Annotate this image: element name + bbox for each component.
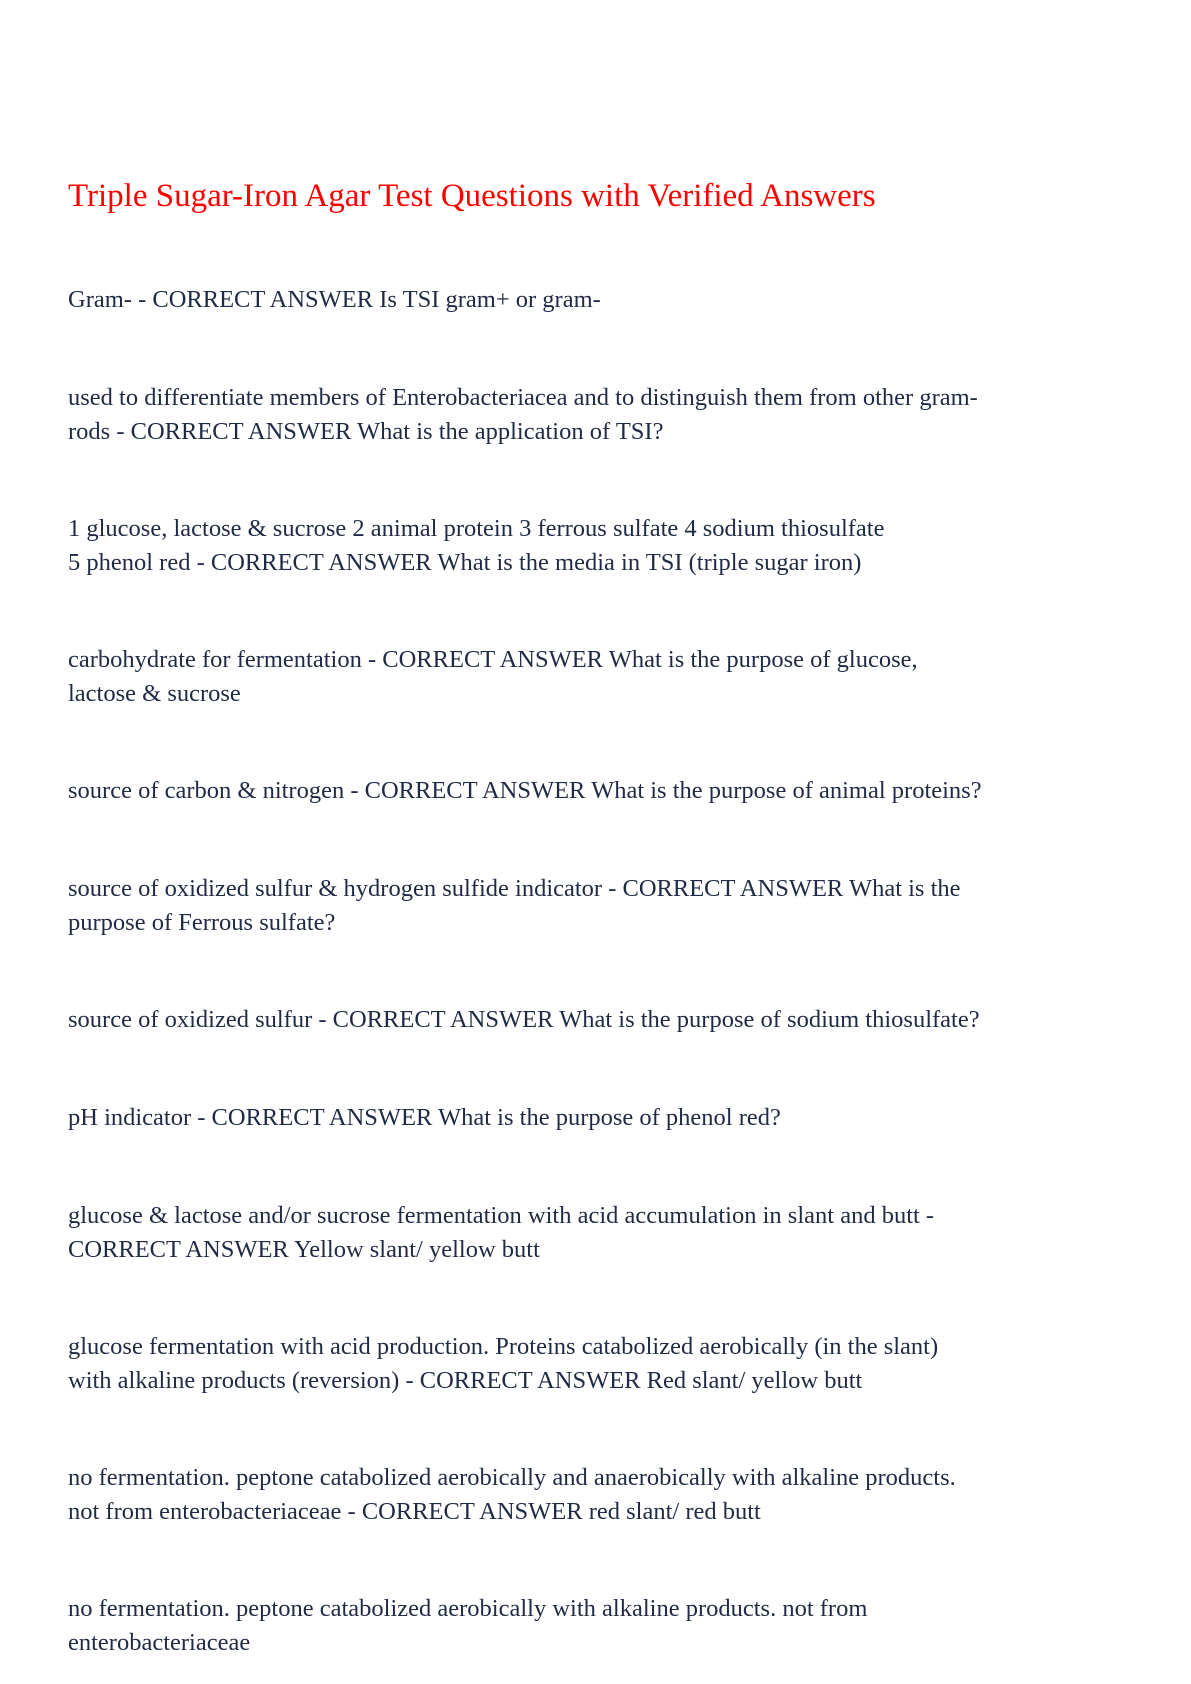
document-title: Triple Sugar-Iron Agar Test Questions with Verified Answers xyxy=(68,178,876,214)
qa-entry xyxy=(68,1330,1128,1397)
qa-line: Gram- - CORRECT ANSWER Is TSI gram+ or gram- xyxy=(68,286,601,313)
qa-line: used to differentiate members of Enterobacteriacea and to distinguish them from other gram- xyxy=(68,384,978,411)
qa-entry xyxy=(68,283,1128,317)
qa-line: pH indicator - CORRECT ANSWER What is the purpose of phenol red? xyxy=(68,1104,781,1131)
qa-line: enterobacteriaceae xyxy=(68,1628,251,1656)
qa-line: lactose & sucrose xyxy=(68,679,241,707)
qa-entry xyxy=(68,1592,1128,1659)
qa-entry xyxy=(68,381,1128,448)
qa-entry xyxy=(68,512,1128,579)
qa-entry xyxy=(68,1199,1128,1266)
qa-line: source of oxidized sulfur & hydrogen sulfide indicator - CORRECT ANSWER What is the xyxy=(68,875,961,902)
qa-line: rods - CORRECT ANSWER What is the application of TSI? xyxy=(68,417,664,445)
qa-line: CORRECT ANSWER Yellow slant/ yellow butt xyxy=(68,1235,540,1263)
qa-line: no fermentation. peptone catabolized aerobically with alkaline products. not from xyxy=(68,1595,868,1622)
qa-entry xyxy=(68,774,1128,808)
qa-line: no fermentation. peptone catabolized aerobically and anaerobically with alkaline products. xyxy=(68,1464,956,1491)
qa-entry xyxy=(68,1101,1128,1135)
qa-entry xyxy=(68,1003,1128,1037)
qa-line: glucose & lactose and/or sucrose fermentation with acid accumulation in slant and butt - xyxy=(68,1202,935,1229)
qa-line: source of carbon & nitrogen - CORRECT ANSWER What is the purpose of animal proteins? xyxy=(68,777,982,804)
qa-line: with alkaline products (reversion) - CORRECT ANSWER Red slant/ yellow butt xyxy=(68,1366,863,1394)
qa-line: glucose fermentation with acid production. Proteins catabolized aerobically (in the slant) xyxy=(68,1333,939,1360)
qa-entry xyxy=(68,643,1128,710)
qa-line: purpose of Ferrous sulfate? xyxy=(68,908,336,936)
qa-line: not from enterobacteriaceae - CORRECT ANSWER red slant/ red butt xyxy=(68,1497,761,1525)
qa-entry xyxy=(68,1461,1128,1528)
qa-line: 1 glucose, lactose & sucrose 2 animal protein 3 ferrous sulfate 4 sodium thiosulfate xyxy=(68,515,885,542)
qa-line: source of oxidized sulfur - CORRECT ANSWER What is the purpose of sodium thiosulfate? xyxy=(68,1006,980,1033)
qa-entry xyxy=(68,872,1128,939)
qa-line: 5 phenol red - CORRECT ANSWER What is the media in TSI (triple sugar iron) xyxy=(68,548,862,576)
qa-line: carbohydrate for fermentation - CORRECT ANSWER What is the purpose of glucose, xyxy=(68,646,918,673)
